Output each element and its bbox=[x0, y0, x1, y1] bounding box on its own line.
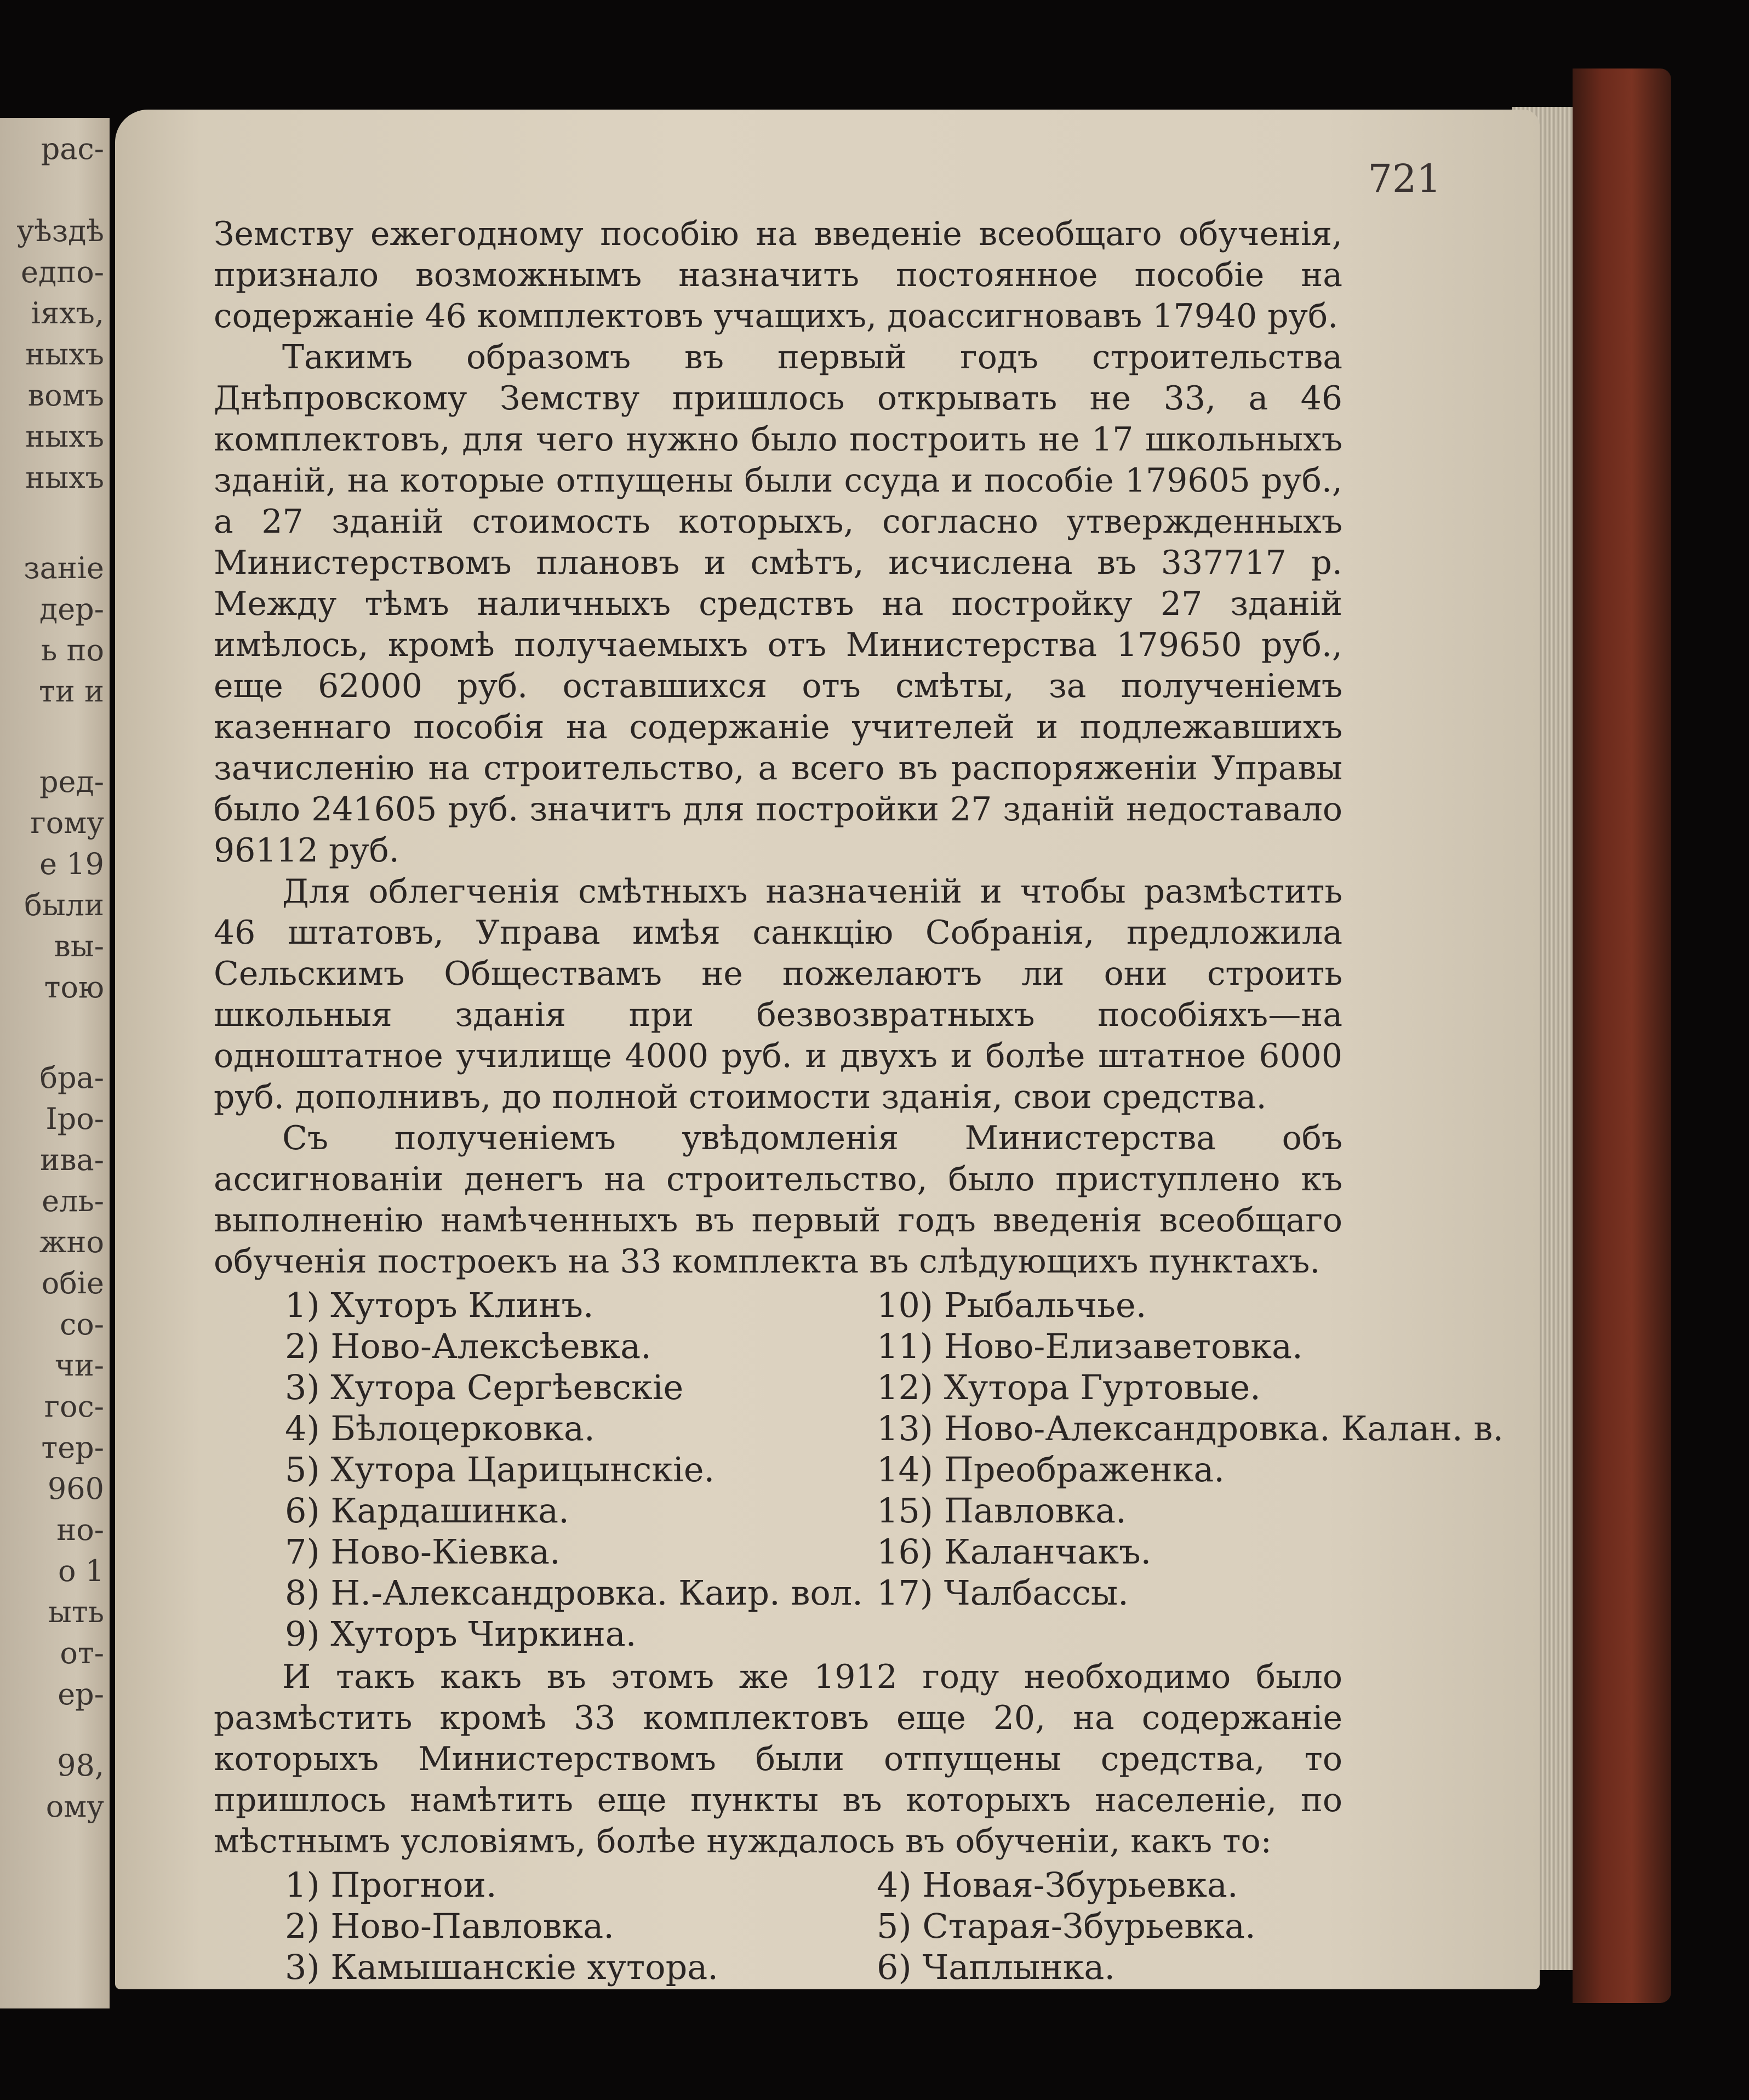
left-page-text-fragment: ер- bbox=[58, 1677, 104, 1711]
list-item: 13) Ново-Александровка. Калан. в. bbox=[877, 1408, 1504, 1448]
list-item: 11) Ново-Елизаветовка. bbox=[877, 1326, 1303, 1366]
list-item: 4) Новая-Збурьевка. bbox=[877, 1865, 1238, 1905]
left-page-text-fragment: 960 bbox=[47, 1471, 104, 1506]
page-body bbox=[214, 214, 1504, 1990]
left-page-fragment bbox=[0, 118, 110, 2008]
list-item: 15) Павловка. bbox=[877, 1491, 1127, 1531]
left-page-text-fragment: ому bbox=[45, 1789, 104, 1824]
list-item: 16) Каланчакъ. bbox=[877, 1532, 1152, 1572]
list-item: 17) Чалбассы. bbox=[877, 1573, 1129, 1613]
list-item: 7) Ново-Кіевка. bbox=[285, 1532, 561, 1572]
left-page-text-fragment: ныхъ bbox=[25, 337, 104, 372]
book-cover bbox=[1573, 69, 1671, 2003]
left-page-text-fragment: тер- bbox=[41, 1430, 104, 1465]
book-page bbox=[115, 110, 1540, 1989]
left-page-text-fragment: ти и bbox=[38, 674, 104, 709]
left-page-text-fragment: ива- bbox=[40, 1143, 104, 1177]
left-page-text-fragment: гому bbox=[30, 806, 104, 840]
left-page-text-fragment: о 1 bbox=[58, 1554, 104, 1588]
left-page-text-fragment: ель- bbox=[42, 1184, 104, 1218]
left-page-text-fragment: тою bbox=[44, 970, 104, 1005]
left-page-text-fragment: от- bbox=[60, 1636, 104, 1670]
left-page-text-fragment: со- bbox=[60, 1307, 104, 1342]
left-page-text-fragment: рас- bbox=[41, 132, 104, 166]
paragraph: Земству ежегодному пособію на введеніе всеобщаго обученія, признало возможнымъ назначить постоянное пособіе на содержаніе 46 комплектовъ учащихъ, доассигновавъ 17940 руб. bbox=[214, 215, 1342, 335]
paragraph: Съ полученіемъ увѣдомленія Министерства объ ассигнованіи денегъ на строительство, было приступлено къ выполненію намѣченныхъ въ первый годъ введенія всеобщаго обученія построекъ на 33 комплекта въ слѣдующихъ пунктахъ. bbox=[214, 1119, 1342, 1281]
left-page-text-fragment: но- bbox=[56, 1513, 104, 1547]
left-page-text-fragment: ь по bbox=[41, 633, 104, 667]
list-item: 9) Хуторъ Чиркина. bbox=[285, 1614, 637, 1654]
left-page-text-fragment: бра- bbox=[39, 1060, 104, 1095]
left-page-text-fragment: были bbox=[24, 888, 104, 922]
left-page-text-fragment: едпо- bbox=[21, 255, 104, 289]
list-item: 5) Старая-Збурьевка. bbox=[877, 1906, 1256, 1946]
paragraph: Для облегченія смѣтныхъ назначеній и чтобы размѣстить 46 штатовъ, Управа имѣя санкцію Собранія, предложила Сельскимъ Обществамъ не пожелаютъ ли они строить школьныя зданія при безвозвратныхъ пособіяхъ—на одноштатное училище 4000 руб. и двухъ и болѣе штатное 6000 руб. дополнивъ, до полной стоимости зданія, свои средства. bbox=[214, 872, 1342, 1116]
list-item: 3) Камышанскіе хутора. bbox=[285, 1947, 718, 1987]
list-item bbox=[877, 1613, 1425, 1654]
list-item: 2) Ново-Павловка. bbox=[285, 1906, 614, 1946]
left-page-text-fragment: заніе bbox=[24, 551, 104, 585]
list-item: 2) Ново-Алексѣевка. bbox=[285, 1326, 651, 1366]
left-page-text-fragment: уѣздѣ bbox=[16, 214, 104, 248]
settlement-list-1 bbox=[214, 1285, 1504, 1654]
left-page-text-fragment: ныхъ bbox=[25, 460, 104, 495]
paragraph: И такъ какъ въ этомъ же 1912 году необходимо было размѣстить кромѣ 33 комплектовъ еще 20, на содержаніе которыхъ Министерствомъ были отпущены средства, то пришлось намѣтить еще пункты въ которыхъ населеніе, по мѣстнымъ условіямъ, болѣе нуждалось въ обученіи, какъ то: bbox=[214, 1658, 1342, 1861]
left-page-text-fragment: обіе bbox=[41, 1266, 104, 1300]
list-item: 12) Хутора Гуртовые. bbox=[877, 1367, 1261, 1407]
left-page-text-fragment: 98, bbox=[57, 1748, 104, 1783]
left-page-text-fragment: гос- bbox=[44, 1389, 104, 1424]
list-item: 4) Бѣлоцерковка. bbox=[285, 1408, 595, 1448]
left-page-text-fragment: чи- bbox=[55, 1348, 104, 1383]
list-item: 14) Преображенка. bbox=[877, 1450, 1225, 1490]
page-number: 721 bbox=[1368, 156, 1441, 201]
left-page-text-fragment: іяхъ, bbox=[31, 296, 104, 330]
left-page-text-fragment: вы- bbox=[54, 929, 104, 963]
list-item: 1) Хуторъ Клинъ. bbox=[285, 1285, 594, 1325]
left-page-text-fragment: ыть bbox=[48, 1595, 104, 1629]
left-page-text-fragment: дер- bbox=[39, 592, 104, 626]
list-item: 3) Хутора Сергѣевскіе bbox=[285, 1367, 684, 1407]
left-page-text-fragment: Іро- bbox=[45, 1102, 104, 1136]
settlement-list-2 bbox=[214, 1864, 1342, 1988]
left-page-text-fragment: вомъ bbox=[27, 378, 104, 413]
list-item: 8) Н.-Александровка. Каир. вол. bbox=[285, 1573, 863, 1613]
left-page-text-fragment: ныхъ bbox=[25, 419, 104, 454]
left-page-text-fragment: жно bbox=[39, 1225, 104, 1259]
paragraph: Такимъ образомъ въ первый годъ строительства Днѣпровскому Земству пришлось открывать не 33, а 46 комплектовъ, для чего нужно было построить не 17 школьныхъ зданій, на которые отпущены были ссуда и пособіе 179605 руб., а 27 зданій стоимость которыхъ, согласно утвержденныхъ Министерствомъ плановъ и смѣтъ, исчислена въ 337717 р. Между тѣмъ наличныхъ средствъ на постройку 27 зданій имѣлось, кромѣ получаемыхъ отъ Министерства 179650 руб., еще 62000 руб. оставшихся отъ смѣты, за полученіемъ казеннаго пособія на содержаніе учителей и подлежавшихъ зачисленію на строительство, а всего въ распоряженіи Управы было 241605 руб. значитъ для постройки 27 зданій недоставало 96112 руб. bbox=[214, 338, 1342, 870]
list-item: 10) Рыбальчье. bbox=[877, 1285, 1147, 1325]
left-page-text-fragment: е 19 bbox=[39, 847, 104, 881]
list-item: 6) Кардашинка. bbox=[285, 1491, 569, 1531]
left-page-text-fragment: ред- bbox=[39, 764, 104, 799]
list-item: 1) Прогнои. bbox=[285, 1865, 497, 1905]
list-item: 6) Чаплынка. bbox=[877, 1947, 1116, 1987]
list-item: 5) Хутора Царицынскіе. bbox=[285, 1450, 715, 1490]
